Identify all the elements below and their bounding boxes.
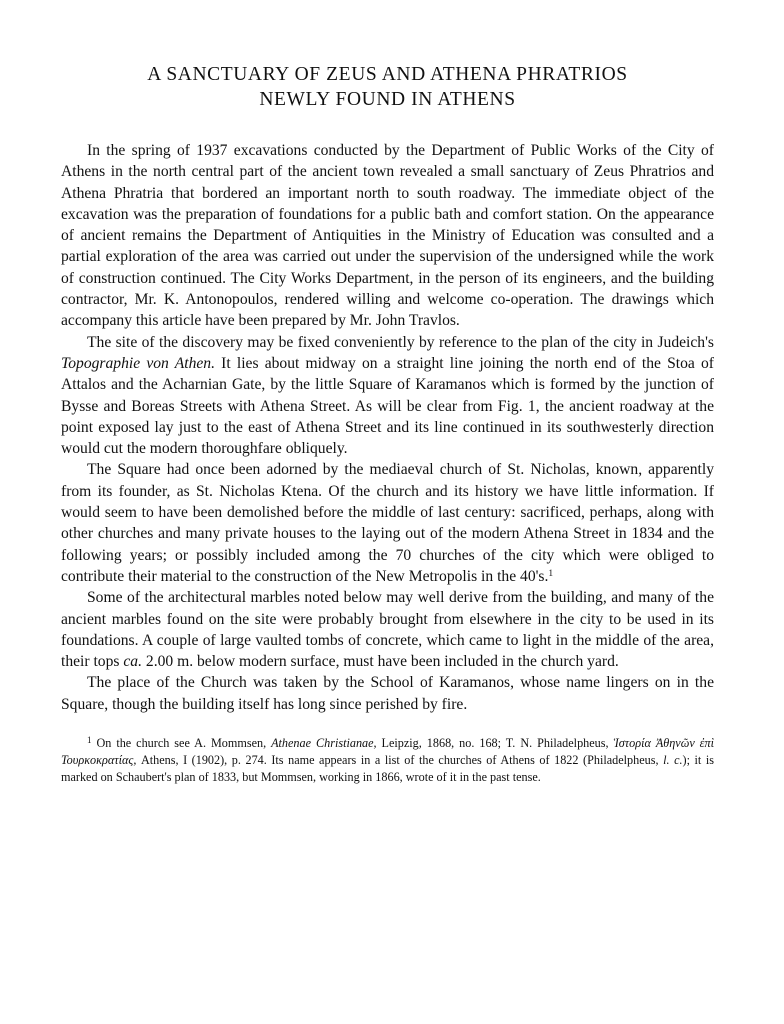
paragraph-5: The place of the Church was taken by the School of Karamanos, whose name lingers on in the Square, though the building itself has long since perished by fire. (61, 674, 714, 713)
footnote-mark: 1 (87, 735, 92, 746)
article-title (61, 62, 714, 112)
footnote-text-4: ); it is marked on Schaubert's plan of 1833, but Mommsen, working in 1866, wrote of it in the past tense. (61, 753, 714, 785)
footnote-text-3: Athens, I (1902), p. 274. Its name appears in a list of the churches of Athens of 1822 (Philadelpheus, (136, 753, 664, 768)
paragraph-2-text-b: It lies about midway on a straight line joining the north end of the Stoa of Attalos and the Acharnian Gate, by the little Square of Karamanos which is formed by the junction of Bysse and Boreas Streets with Athena Street. As will be clear from Fig. 1, the ancient roadway at the point exposed lay just to the east of Athena Street and its line continued in its southwesterly direction would cut the modern thoroughfare obliquely. (61, 354, 714, 458)
paragraph-1: In the spring of 1937 excavations conducted by the Department of Public Works of the City of Athens in the north central part of the ancient town revealed a small sanctuary of Zeus Phratrios and Athena Phratria that bordered an important north to south roadway. The immediate object of the excavation was the preparation of foundations for a public bath and comfort station. On the appearance of ancient remains the Department of Antiquities in the Ministry of Education was consulted and a partial exploration of the area was carried out under the supervision of the undersigned while the work of construction continued. The City Works Department, in the person of its engineers, and the building contractor, Mr. K. Antonopoulos, rendered willing and welcome co-operation. The drawings which accompany this article have been prepared by Mr. John Travlos. (61, 142, 714, 330)
paragraph-2-italic: Topographie von Athen. (61, 354, 215, 372)
title-line-2: NEWLY FOUND IN ATHENS (259, 89, 516, 110)
footnote-1 (61, 735, 714, 787)
article-body (61, 140, 714, 715)
paragraph-4-text-a: Some of the architectural marbles noted below may well derive from the building, and many of the ancient marbles found on the site were probably brought from elsewhere in the city to be used in its foundations. A couple of large vaulted tombs of concrete, which came to light in the middle of the area, their tops (61, 589, 714, 671)
footnote-text-1: On the church see A. Mommsen, (91, 736, 272, 751)
title-line-1: A SANCTUARY OF ZEUS AND ATHENA PHRATRIOS (147, 64, 628, 85)
paragraph-4 (61, 587, 714, 672)
paragraph-3-text: The Square had once been adorned by the mediaeval church of St. Nicholas, known, apparently from its founder, as St. Nicholas Ktena. Of the church and its history we have little information. If would seem to have been demolished before the middle of last century: sacrificed, perhaps, along with other churches and many private houses to the laying out of the modern Athena Street in 1834 and the following years; or possibly included among the 70 churches of the city which were obliged to contribute their material to the construction of the New Metropolis in the 40's. (61, 461, 714, 585)
footnote (61, 735, 714, 787)
footnote-italic-3: l. c. (663, 753, 683, 768)
paragraph-2-text-a: The site of the discovery may be fixed conveniently by reference to the plan of the city in Judeich's (87, 333, 714, 351)
footnote-italic-2: Ἱστορία Ἀθηνῶν ἐπὶ Τουρκοκρατίας, (61, 736, 714, 768)
footnote-reference: 1 (548, 568, 554, 579)
paragraph-4-italic: ca. (123, 653, 142, 671)
paragraph-4-text-b: 2.00 m. below modern surface, must have been included in the church yard. (142, 653, 619, 671)
paragraph-2 (61, 332, 714, 460)
footnote-italic-1: Athenae Christianae, (271, 736, 377, 751)
footnote-text-2: Leipzig, 1868, no. 168; T. N. Philadelpheus, (376, 736, 614, 751)
paragraph-3 (61, 459, 714, 587)
